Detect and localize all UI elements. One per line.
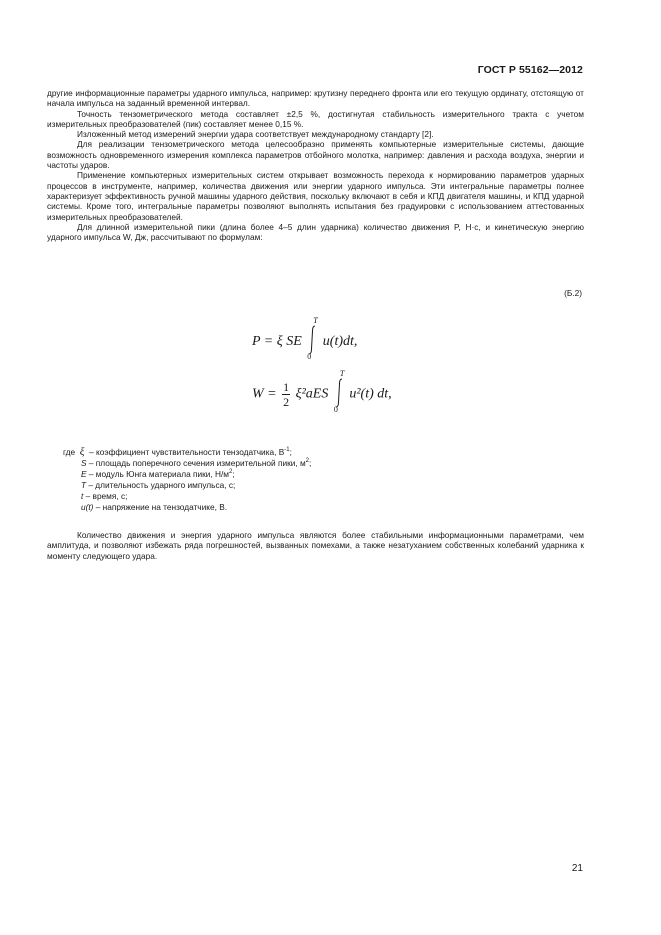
- formula-lhs: W =: [252, 386, 277, 402]
- superscript: 2: [229, 469, 233, 476]
- superscript: 2: [305, 458, 310, 465]
- symbol: E: [81, 469, 87, 479]
- paragraph: Для реализации тензометрического метода целесообразно применять компьютерные измерительные системы, дающие возможность одновременного измерения комплекса параметров отбойного молотка, например: давления и расхода воздуха, энергии и частоты ударов.: [47, 139, 584, 171]
- definition-text: – время, с;: [83, 491, 128, 501]
- definition-text: – напряжение на тензодатчике, В.: [93, 502, 228, 512]
- paragraph: Применение компьютерных измерительных систем открывает возможность перехода к нормированию параметров ударных процессов в инструменте, например, количества движения или энергии ударного импульса. Эти интегральные параметры полнее характеризует эффективность ручной машины ударного действия, поскольку включают в себя и КПД двигателя машины, и КПД ударной системы. Кроме того, интегральные параметры позволяют выполнять испытания без градуировки с использованием аттестованных измерительных преобразователей.: [47, 170, 584, 222]
- xi-symbol: ξ: [79, 446, 85, 458]
- paragraph: другие информационные параметры ударного импульса, например: крутизну переднего фронта или его текущую ординату, отстоящую от начала импульса на заданный временной интервал.: [47, 88, 584, 109]
- symbol: t: [81, 491, 84, 501]
- document-code: ГОСТ Р 55162—2012: [477, 64, 583, 76]
- formula-rhs: u(t)dt,: [322, 334, 358, 349]
- paragraph: Изложенный метод измерений энергии удара соответствует международному стандарту [2].: [77, 129, 434, 140]
- equation-number: (Б.2): [564, 288, 582, 298]
- paragraph: Количество движения и энергия ударного импульса являются более стабильными информационными параметрами, чем амплитуда, и позволяют избежать ряда погрешностей, вызванных помехами, а также незатуханием собственных колебаний ударника к моменту следующего удара.: [47, 530, 584, 561]
- definition-end: ;: [289, 447, 292, 457]
- where-label: где: [63, 447, 76, 457]
- paragraph: Для длинной измерительной пики (длина более 4–5 длин ударника) количество движения P, Н·с, и кинетическую энергию ударного импульса W, Дж, рассчитывают по формулам:: [47, 221, 584, 243]
- definition-end: ;: [309, 458, 312, 468]
- definition-time: [63, 491, 311, 502]
- formula-mid: ξ²aES: [295, 386, 329, 402]
- symbol: S: [81, 458, 87, 468]
- definition-t: [63, 480, 311, 491]
- definition-end: ;: [232, 469, 235, 479]
- integral-sign: [305, 316, 319, 361]
- definition-text: – длительность ударного импульса, с;: [86, 480, 236, 490]
- symbol: T: [81, 480, 87, 490]
- formula-energy: [252, 368, 392, 414]
- integral-upper-limit: T: [313, 316, 318, 325]
- fraction-numerator: 1: [283, 380, 290, 394]
- definition-text: – коэффициент чувствительности тензодатчика, В: [89, 447, 285, 457]
- integral-lower-limit: 0: [333, 404, 338, 414]
- final-text: [47, 530, 584, 561]
- definition-s: [63, 458, 311, 469]
- integral-lower-limit: 0: [307, 352, 312, 361]
- definition-text: – модуль Юнга материала пики, Н/м: [86, 469, 229, 479]
- definitions: [63, 447, 311, 513]
- formula-lhs: P = ξ SE: [252, 334, 302, 349]
- superscript: -1: [284, 447, 290, 454]
- definition-text: – площадь поперечного сечения измерительной пики, м: [86, 458, 306, 468]
- definition-e: [63, 469, 311, 480]
- fraction-denominator: 2: [283, 395, 290, 409]
- integral-upper-limit: T: [339, 368, 345, 378]
- page-number: 21: [571, 863, 583, 874]
- fraction-half: [282, 380, 290, 409]
- formula-momentum: [252, 316, 358, 361]
- definition-u: [63, 502, 311, 513]
- body-text: [47, 88, 584, 242]
- integral-sign: [332, 368, 346, 414]
- definition-xi: [63, 447, 311, 458]
- paragraph: Точность тензометрического метода составляет ±2,5 %, достигнутая стабильность измерительного тракта с учетом измерительных преобразователей (пик) составляет менее 0,15 %.: [47, 108, 584, 129]
- formula-rhs: u²(t) dt,: [349, 386, 392, 402]
- symbol: u(t): [81, 502, 94, 512]
